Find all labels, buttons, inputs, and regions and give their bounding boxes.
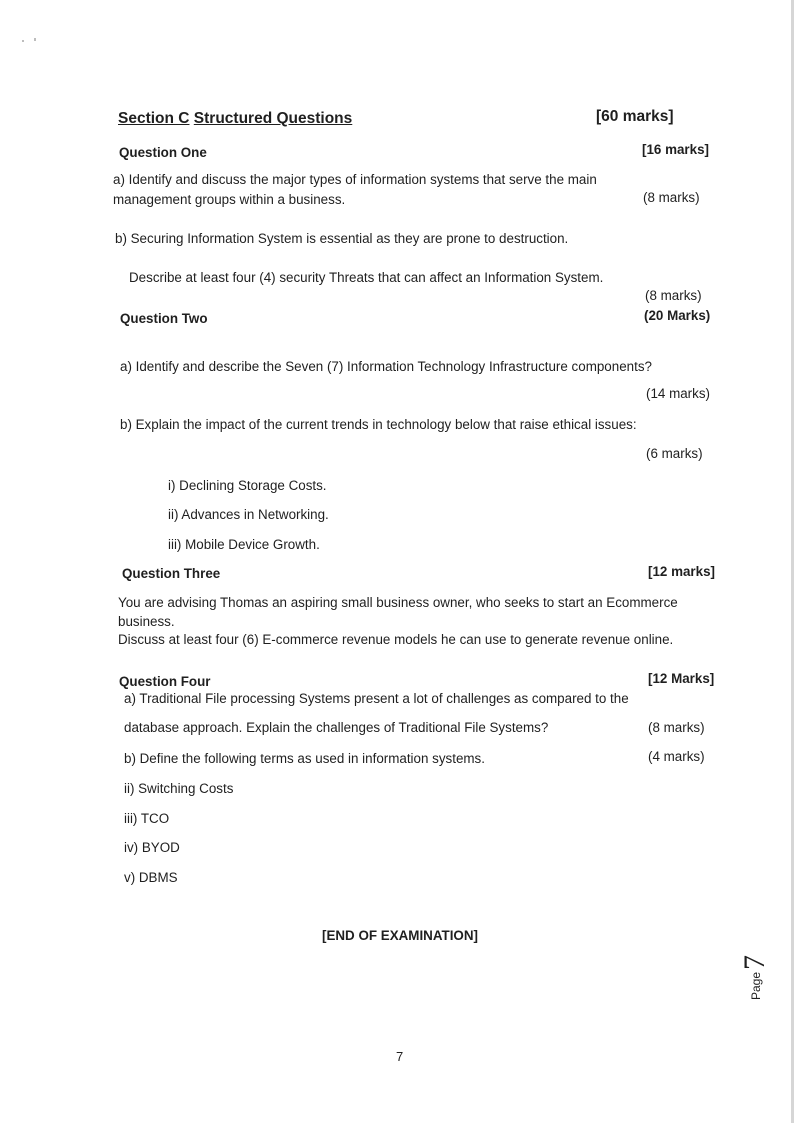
page-label [738, 955, 772, 1000]
q1-a-marks: (8 marks) [643, 190, 700, 205]
q3-title: Question Three [122, 566, 221, 581]
q1-b-line2: Describe at least four (4) security Threats that can affect an Information System. [129, 270, 604, 285]
section-title [118, 110, 352, 128]
section-marks: [60 marks] [596, 108, 674, 125]
q4-item: iv) BYOD [124, 840, 180, 855]
q4-item: iii) TCO [124, 811, 170, 826]
q4-item: ii) Switching Costs [124, 781, 234, 796]
q1-b-marks: (8 marks) [645, 288, 702, 303]
q3-marks: [12 marks] [648, 564, 715, 579]
q4-title: Question Four [119, 674, 211, 689]
q4-marks: [12 Marks] [648, 671, 715, 686]
q2-item: iii) Mobile Device Growth. [168, 537, 320, 552]
q4-a-line1: a) Traditional File processing Systems present a lot of challenges as compared to the [124, 691, 629, 706]
scan-speck [34, 38, 36, 41]
q2-item: i) Declining Storage Costs. [168, 478, 327, 493]
q1-a-line1: a) Identify and discuss the major types of information systems that serve the main [113, 172, 597, 187]
q3-line3: Discuss at least four (6) E-commerce revenue models he can use to generate revenue online. [118, 632, 674, 647]
q2-b-marks: (6 marks) [646, 446, 703, 461]
page-label-number: 7 [738, 954, 771, 970]
q4-b-text: b) Define the following terms as used in information systems. [124, 751, 485, 766]
scan-speck [22, 40, 24, 42]
q3-line1: You are advising Thomas an aspiring small business owner, who seeks to start an Ecommerce [118, 595, 678, 610]
section-title-part2: Structured Questions [193, 110, 353, 127]
q2-a-text: a) Identify and describe the Seven (7) Information Technology Infrastructure components? [120, 359, 652, 374]
q2-marks: (20 Marks) [644, 308, 711, 323]
q1-a-line2: management groups within a business. [113, 192, 346, 207]
q1-b-line1: b) Securing Information System is essential as they are prone to destruction. [115, 231, 569, 246]
q2-title: Question Two [120, 311, 208, 326]
q1-title: Question One [119, 145, 207, 160]
q4-a-line2: database approach. Explain the challenges of Traditional File Systems? [124, 720, 549, 735]
page-number: 7 [396, 1049, 404, 1064]
q4-b-marks: (4 marks) [648, 749, 705, 764]
q2-a-marks: (14 marks) [646, 386, 710, 401]
end-of-examination: [END OF EXAMINATION] [322, 928, 478, 943]
q4-item: v) DBMS [124, 870, 178, 885]
page-label-word: Page [749, 971, 763, 1000]
q2-item: ii) Advances in Networking. [168, 507, 329, 522]
q4-a-marks: (8 marks) [648, 720, 705, 735]
section-title-part1: Section C [118, 110, 190, 127]
q3-line2: business. [118, 614, 175, 629]
q2-b-text: b) Explain the impact of the current trends in technology below that raise ethical issues: [120, 417, 637, 432]
q1-marks: [16 marks] [642, 142, 709, 157]
